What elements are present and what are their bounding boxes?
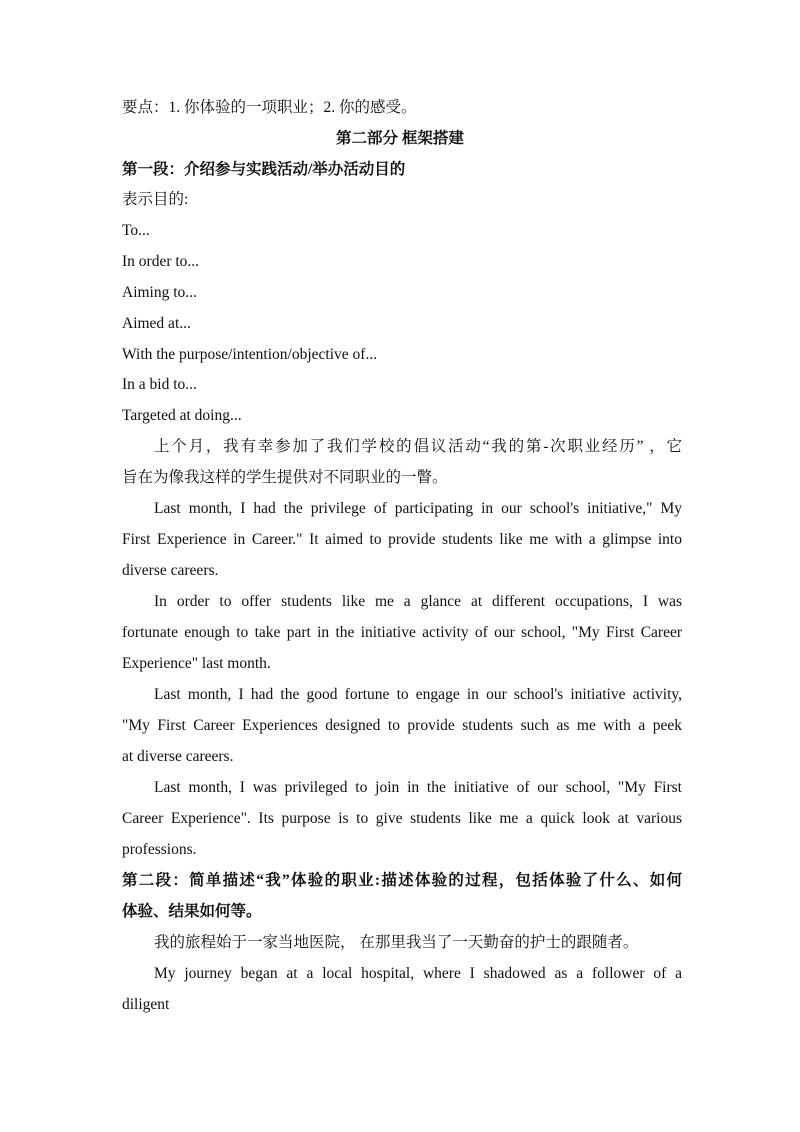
phrase-item: In order to... bbox=[122, 253, 200, 270]
chinese-example-line: 旨在为像我这样的学生提供对不同职业的一瞥。 bbox=[122, 469, 448, 486]
phrase-item: Aimed at... bbox=[122, 315, 191, 332]
example-sentence-line: diligent bbox=[122, 996, 170, 1013]
phrase-item: To... bbox=[122, 222, 150, 239]
example-sentence-line: My journey began at a local hospital, where I shadowed as a follower of a bbox=[154, 965, 682, 982]
example-sentence-line: professions. bbox=[122, 841, 197, 858]
phrase-item: Targeted at doing... bbox=[122, 407, 242, 424]
paragraph-1-heading: 第一段：介绍参与实践活动/举办活动目的 bbox=[122, 161, 406, 178]
example-sentence-line: Last month, I was privileged to join in the initiative of our school, "My First bbox=[154, 779, 682, 796]
example-sentence-line: In order to offer students like me a glance at different occupations, I was bbox=[154, 593, 682, 610]
purpose-label: 表示目的: bbox=[122, 191, 189, 208]
paragraph-2-heading-continued: 体验、结果如何等。 bbox=[122, 903, 262, 920]
phrase-item: With the purpose/intention/objective of... bbox=[122, 346, 378, 363]
example-sentence-line: fortunate enough to take part in the initiative activity of our school, "My First Career bbox=[122, 624, 682, 641]
chinese-example-line: 上个月，我有幸参加了我们学校的倡议活动“我的第-次职业经历” ，它 bbox=[154, 438, 682, 455]
example-sentence-line: Last month, I had the good fortune to engage in our school's initiative activity, bbox=[154, 686, 682, 703]
phrase-item: In a bid to... bbox=[122, 376, 197, 393]
paragraph-2-heading: 第二段：简单描述“我”体验的职业:描述体验的过程，包括体验了什么、如何 bbox=[122, 872, 682, 889]
key-points: 要点：1. 你体验的一项职业；2. 你的感受。 bbox=[122, 99, 417, 116]
chinese-example-line: 我的旅程始于一家当地医院， 在那里我当了一天勤奋的护士的跟随者。 bbox=[154, 934, 639, 951]
example-sentence-line: diverse careers. bbox=[122, 562, 219, 579]
example-sentence-line: at diverse careers. bbox=[122, 748, 234, 765]
section-title: 第二部分 框架搭建 bbox=[336, 130, 464, 147]
phrase-item: Aiming to... bbox=[122, 284, 197, 301]
example-sentence-line: Career Experience". Its purpose is to give students like me a quick look at various bbox=[122, 810, 682, 827]
example-sentence-line: First Experience in Career." It aimed to provide students like me with a glimpse into bbox=[122, 531, 682, 548]
example-sentence-line: Last month, I had the privilege of participating in our school's initiative," My bbox=[154, 500, 682, 517]
example-sentence-line: Experience" last month. bbox=[122, 655, 271, 672]
example-sentence-line: "My First Career Experiences designed to provide students such as me with a peek bbox=[122, 717, 682, 734]
